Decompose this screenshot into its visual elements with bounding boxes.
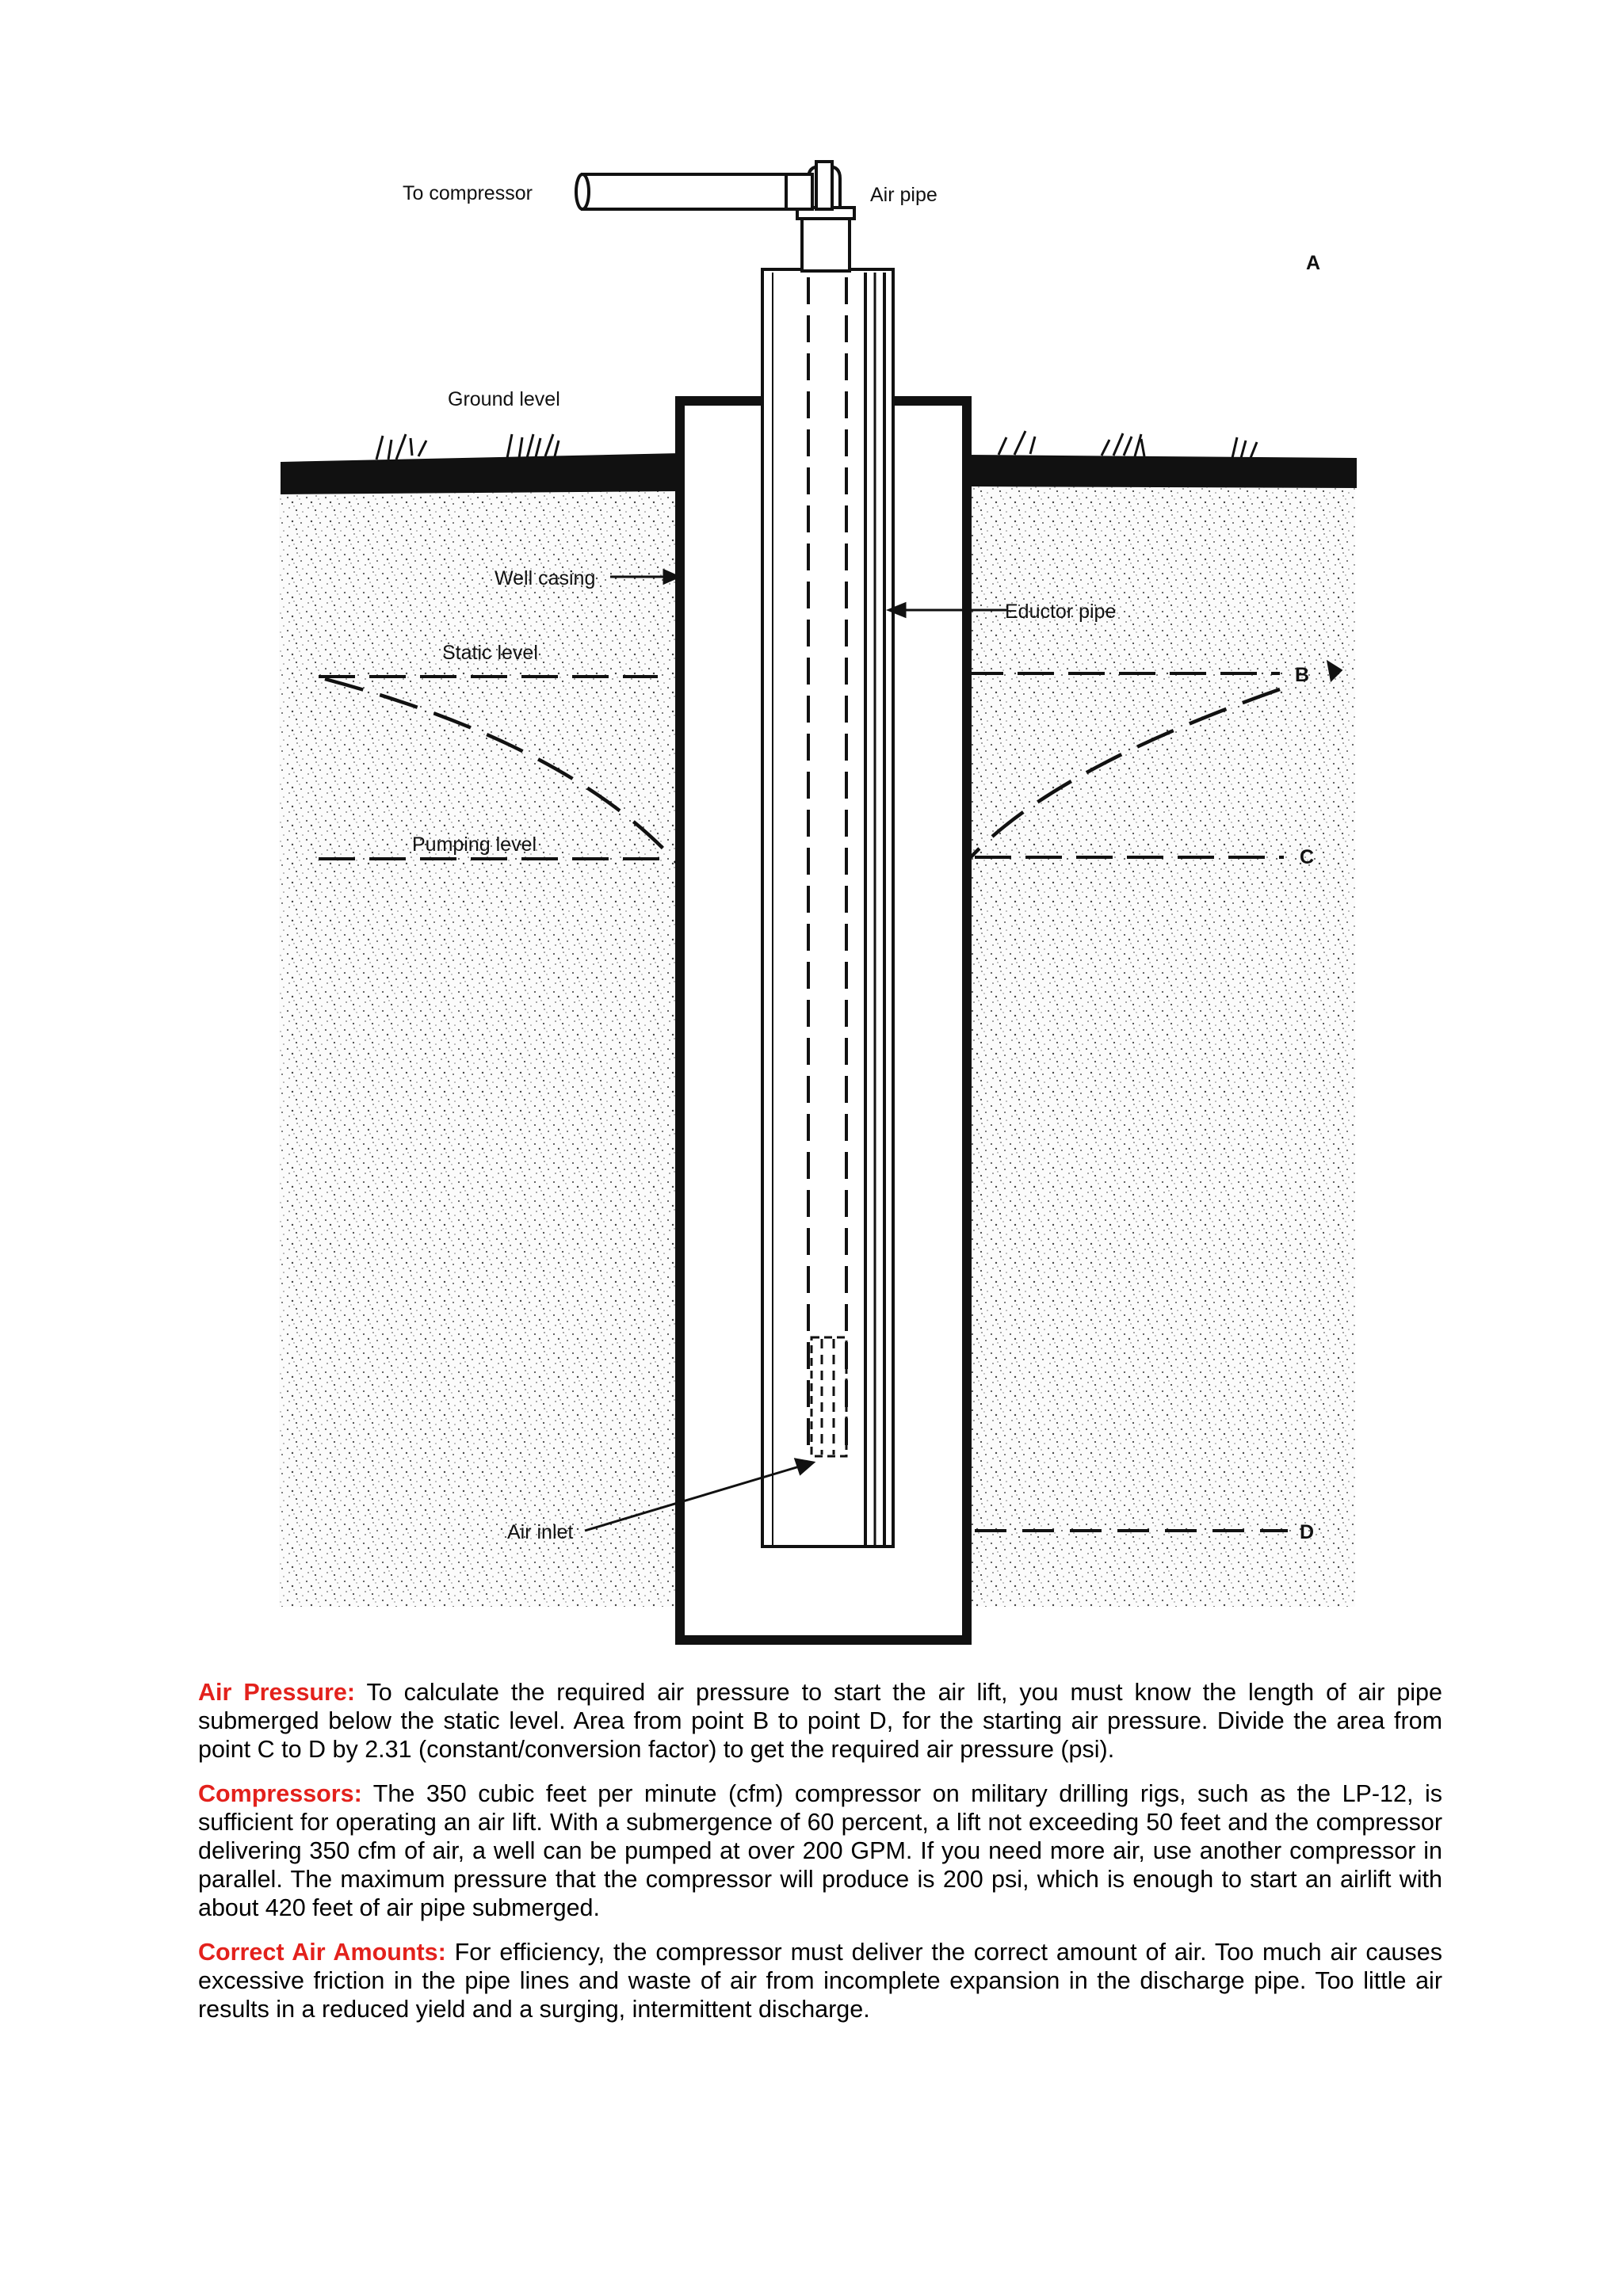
eductor-pipe-label: Eductor pipe bbox=[1005, 601, 1117, 623]
air-pressure-paragraph bbox=[198, 1678, 1442, 1764]
correct-air-amounts-paragraph bbox=[198, 1938, 1442, 2023]
ground-level-label: Ground level bbox=[448, 388, 560, 410]
correct-air-amounts-heading: Correct Air Amounts: bbox=[198, 1939, 446, 1966]
correct-air-amounts-body: For efficiency, the compressor must deliver the correct amount of air. Too much air causes excessive friction in the pipe lines and waste of air from incomplete expansion in the discharge pipe. Too little air results in a reduced yield and a surging, intermittent discharge. bbox=[198, 1939, 1442, 2023]
compressors-paragraph bbox=[198, 1779, 1442, 1922]
point-d-label: D bbox=[1300, 1521, 1315, 1543]
compressors-heading: Compressors: bbox=[198, 1780, 362, 1807]
point-c-label: C bbox=[1300, 846, 1315, 868]
air-inlet-label: Air inlet bbox=[507, 1521, 574, 1543]
point-b-label: B bbox=[1295, 664, 1310, 686]
ground-band-right bbox=[967, 455, 1357, 488]
point-a-label: A bbox=[1306, 252, 1321, 274]
to-compressor-label: To compressor bbox=[403, 182, 533, 204]
pumping-level-label: Pumping level bbox=[412, 833, 537, 856]
air-pressure-body: To calculate the required air pressure to start the air lift, you must know the length of air pipe submerged below the static level. Area from point B to point D, for the starting air pressure. Divide the area from point C to D by 2.31 (constant/conversion factor) to get the required air pressure (psi). bbox=[198, 1679, 1442, 1763]
text-body bbox=[198, 1678, 1442, 2039]
air-pipe-top bbox=[576, 162, 854, 271]
well-casing-label: Well casing bbox=[495, 567, 596, 589]
compressors-body: The 350 cubic feet per minute (cfm) compressor on military drilling rigs, such as the LP-12, is sufficient for operating an air lift. With a submergence of 60 percent, a lift not exceeding 50 feet and the compressor delivering 350 cfm of air, a well can be pumped at over 200 GPM. If you need more air, use another compressor in parallel. The maximum pressure that the compressor will produce is 200 psi, which is enough to start an airlift with about 420 feet of air pipe submerged. bbox=[198, 1780, 1442, 1921]
eductor-pipe bbox=[762, 269, 893, 1547]
air-pipe-label: Air pipe bbox=[870, 184, 938, 206]
ground-band-left bbox=[281, 453, 680, 494]
static-level-label: Static level bbox=[442, 642, 538, 664]
air-pressure-heading: Air Pressure: bbox=[198, 1679, 356, 1706]
